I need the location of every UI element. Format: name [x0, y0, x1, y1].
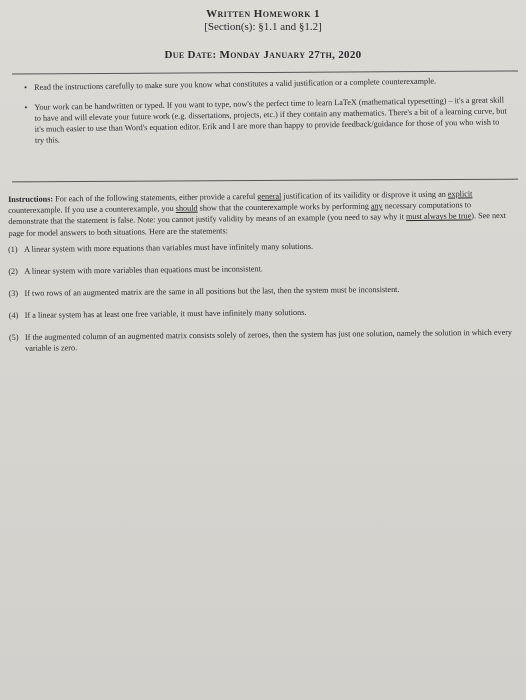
instructions-text: necessary computations to demonstrate that the statement is false. Note: you cannot justify validity by means of an example (you need to say why it — [8, 200, 472, 227]
note-text: Your work can be handwritten or typed. If you want to type, now's the perfect time to learn LaTeX (mathematical typesetting) – it's a great skill to have and will elevate your future work (e.g. dissertations, projects, etc.) if they contain any mathematics. There's a bit of a learning curve, but it's much easier to use than Word's equation editor. Erik and I are more than happy to provide feedback/guidance for those of you who wish to try this. — [34, 95, 507, 145]
statement-number: (1) — [8, 244, 18, 254]
underlined-word: should — [175, 203, 198, 214]
note-item — [24, 74, 509, 93]
note-text: Read the instructions carefully to make sure you know what constitutes a valid justification or a complete counterexample. — [34, 76, 437, 92]
underlined-word: explicit — [447, 189, 473, 199]
instructions-text: For each of the following statements, either provide a careful — [53, 191, 258, 204]
instructions-paragraph — [8, 188, 509, 239]
statement-item — [8, 261, 513, 277]
statement-text: If the augmented column of an augmented matrix consists solely of zeroes, then the system has just one solution, namely the solution in which every variable is zero. — [24, 327, 513, 353]
due-date: Due Date: Monday January 27th, 2020 — [164, 49, 362, 61]
statement-text: If a linear system has at least one free variable, it must have infinitely many solutions. — [24, 307, 307, 320]
underlined-word: must always be true — [405, 211, 472, 222]
statement-text: A linear system with more equations than variables must have infinitely many solutions. — [24, 241, 314, 254]
instructions-text: justification of its vailidity or disprove it using an — [281, 189, 448, 201]
sections-line: [Section(s): §1.1 and §1.2] — [204, 21, 322, 33]
note-item — [24, 94, 510, 146]
bullet-icon: • — [24, 102, 28, 112]
instructions-label: Instructions: — [8, 194, 54, 204]
bullet-icon: • — [24, 82, 28, 92]
statement-item — [8, 283, 513, 299]
statement-number: (4) — [8, 310, 19, 320]
top-divider — [12, 70, 518, 74]
statement-number: (3) — [8, 288, 19, 298]
statement-item — [8, 239, 513, 255]
notes-list — [24, 74, 510, 155]
underlined-word: any — [370, 201, 383, 211]
statement-number: (5) — [8, 332, 19, 342]
instructions-text: show that the counterexample works by performing — [197, 201, 371, 213]
underlined-word: general — [257, 191, 282, 201]
homework-title: Written Homework 1 — [206, 8, 320, 20]
statement-item — [9, 327, 514, 354]
statement-item — [9, 305, 514, 321]
statement-text: A linear system with more variables than equations must be inconsistent. — [24, 264, 263, 276]
statement-text: If two rows of an augmented matrix are the same in all positions but the last, then the system must be inconsistent. — [24, 284, 400, 298]
instructions-text: ). See next page for model answers to both situations. Here are the statements: — [8, 211, 507, 238]
middle-divider — [12, 179, 518, 183]
statements-list — [8, 239, 514, 365]
statement-number: (2) — [8, 266, 18, 276]
instructions-text: counterexample. If you use a counterexample, you — [8, 204, 176, 216]
